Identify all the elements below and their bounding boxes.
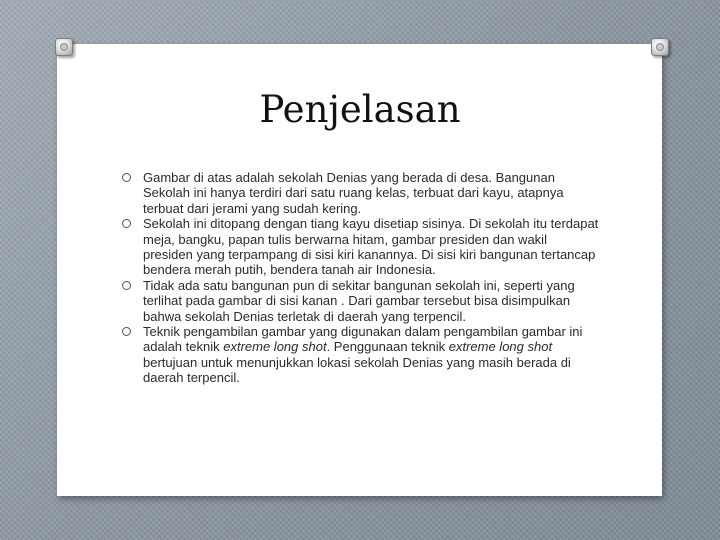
bullet-circle-icon: [122, 281, 131, 290]
bullet-item: [122, 324, 600, 386]
bullet-text-part: bertujuan untuk menunjukkan lokasi sekolah Denias yang masih berada di daerah terpencil.: [143, 354, 571, 386]
pin-icon: [651, 38, 669, 56]
bullet-circle-icon: [122, 173, 131, 182]
bullet-item: [122, 278, 600, 324]
bullet-text: Gambar di atas adalah sekolah Denias yang berada di desa. Bangunan Sekolah ini hanya terdiri dari satu ruang kelas, terbuat dari kayu, atapnya terbuat dari jerami yang sudah kering.: [143, 170, 564, 216]
bullet-text: Tidak ada satu bangunan pun di sekitar bangunan sekolah ini, seperti yang terlihat pada gambar di sisi kanan . Dari gambar tersebut bisa disimpulkan bahwa sekolah Denias terletak di daerah yang terpencil.: [143, 277, 575, 324]
bullet-list: [122, 170, 600, 386]
bullet-circle-icon: [122, 327, 131, 336]
bullet-text: Sekolah ini ditopang dengan tiang kayu disetiap sisinya. Di sekolah itu terdapat meja, bangku, papan tulis berwarna hitam, gambar presiden dan wakil presiden yang terpampang di sisi kiri kanannya. Di sisi kiri bangunan tertancap bendera merah putih, bendera tanah air Indonesia.: [143, 216, 599, 278]
bullet-text-part: . Penggunaan teknik: [326, 339, 449, 355]
pin-icon: [55, 38, 73, 56]
bullet-text-emphasis: extreme long shot: [223, 339, 327, 355]
bullet-text-emphasis: extreme long shot: [448, 339, 553, 355]
bullet-item: [122, 170, 600, 216]
bullet-circle-icon: [122, 219, 131, 228]
slide-title: Penjelasan: [259, 88, 461, 131]
bullet-text: [143, 324, 582, 385]
bullet-text-part: Teknik pengambilan gambar yang digunakan dalam pengambilan gambar ini adalah teknik: [143, 324, 583, 355]
bullet-item: [122, 216, 600, 278]
